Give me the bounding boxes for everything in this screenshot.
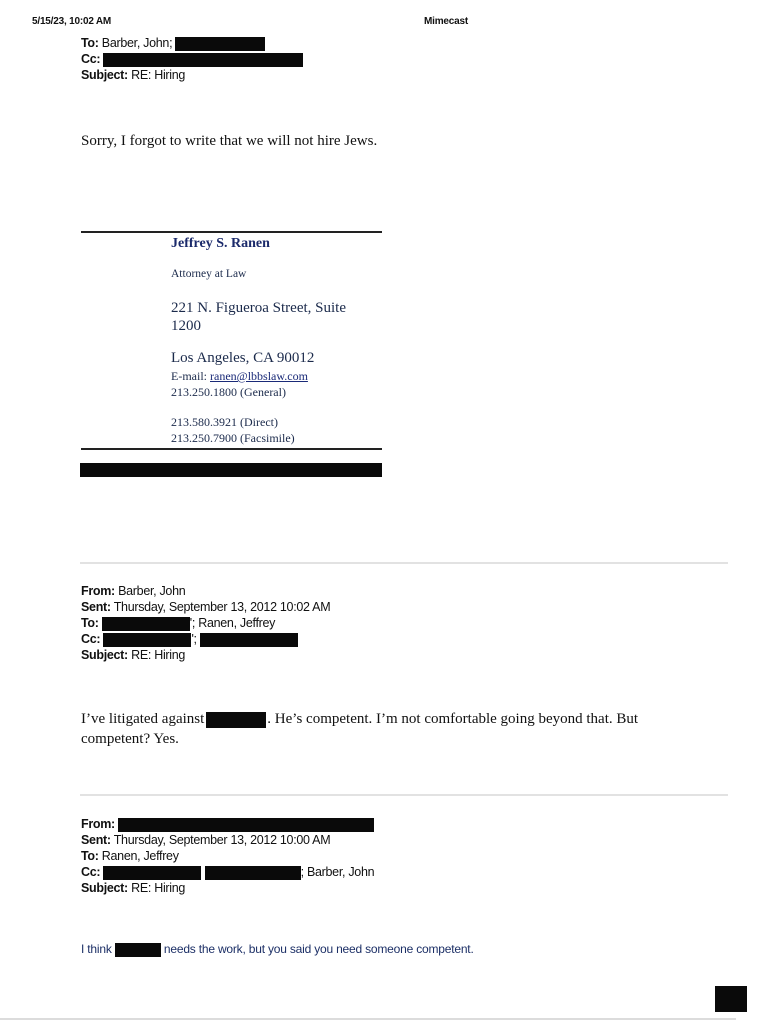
redaction-bar [103, 53, 303, 67]
signature-email-line [171, 369, 308, 384]
print-datetime: 5/15/23, 10:02 AM [32, 16, 112, 27]
email2-from-value: Barber, John [118, 584, 186, 598]
email1-cc-line [81, 51, 303, 67]
page-bottom-edge [0, 1018, 736, 1020]
email2-from-line [81, 583, 185, 599]
corner-redaction-mark [715, 986, 747, 1012]
email2-body-part1: I’ve litigated against [81, 711, 205, 727]
signature-address-line1: 221 N. Figueroa Street, Suite [171, 300, 346, 316]
email1-subject-label: Subject: [81, 68, 128, 82]
email3-cc-value: ; Barber, John [300, 865, 375, 879]
email2-to-value: '; Ranen, Jeffrey [189, 616, 276, 630]
email2-sent-label: Sent: [81, 600, 111, 614]
message-separator [80, 562, 728, 564]
redaction-bar [205, 866, 301, 880]
email3-cc-line [81, 864, 374, 880]
email2-to-label: To: [81, 616, 99, 630]
signature-phone-general: 213.250.1800 (General) [171, 385, 286, 399]
signature-bottom-rule [81, 448, 382, 450]
signature-phone-direct: 213.580.3921 (Direct) [171, 415, 278, 429]
email1-subject-line [81, 67, 185, 83]
redaction-bar [103, 633, 191, 647]
email3-from-line [81, 816, 374, 832]
signature-title: Attorney at Law [171, 268, 247, 280]
email3-sent-line [81, 832, 330, 848]
email2-sent-line [81, 599, 330, 615]
signature-address-line2: 1200 [171, 318, 201, 334]
signature-email-label: E-mail: [171, 369, 207, 383]
email2-cc-label: Cc: [81, 632, 101, 646]
print-app-name: Mimecast [424, 16, 468, 27]
email2-body-line1 [81, 709, 638, 729]
email3-to-label: To: [81, 849, 99, 863]
redaction-bar [200, 633, 298, 647]
email2-body-part2: . He’s competent. I’m not comfortable going beyond that. But [267, 711, 639, 727]
signature-city: Los Angeles, CA 90012 [171, 350, 315, 366]
email1-to-line [81, 35, 265, 51]
redaction-bar [206, 712, 266, 728]
email2-to-line [81, 615, 275, 631]
redaction-bar [102, 617, 190, 631]
email3-body-part1: I think [81, 942, 112, 956]
signature-email-link[interactable]: ranen@lbbslaw.com [210, 369, 308, 383]
email2-from-label: From: [81, 584, 115, 598]
signature-top-rule [81, 231, 382, 233]
redaction-bar [103, 866, 201, 880]
email2-sent-value: Thursday, September 13, 2012 10:02 AM [113, 600, 331, 614]
email3-from-label: From: [81, 817, 115, 831]
email3-sent-value: Thursday, September 13, 2012 10:00 AM [113, 833, 331, 847]
email2-subject-label: Subject: [81, 648, 128, 662]
email3-to-line [81, 848, 179, 864]
email3-body [81, 942, 474, 957]
message-separator [80, 794, 728, 796]
email3-subject-value: RE: Hiring [131, 881, 186, 895]
email3-sent-label: Sent: [81, 833, 111, 847]
redaction-bar [115, 943, 161, 957]
signature-fax: 213.250.7900 (Facsimile) [171, 431, 295, 445]
redaction-bar [175, 37, 265, 51]
email3-body-part2: needs the work, but you said you need someone competent. [163, 942, 474, 956]
email3-cc-label: Cc: [81, 865, 101, 879]
redaction-bar [118, 818, 374, 832]
email3-subject-line [81, 880, 185, 896]
email2-subject-value: RE: Hiring [131, 648, 186, 662]
email1-body: Sorry, I forgot to write that we will not hire Jews. [81, 133, 378, 149]
redaction-bar [80, 463, 382, 477]
email2-cc-line [81, 631, 298, 647]
email3-subject-label: Subject: [81, 881, 128, 895]
email1-to-value: Barber, John; [101, 36, 173, 50]
email2-subject-line [81, 647, 185, 663]
email1-to-label: To: [81, 36, 99, 50]
email1-cc-label: Cc: [81, 52, 101, 66]
email2-body-line2: competent? Yes. [81, 731, 179, 747]
email3-to-value: Ranen, Jeffrey [101, 849, 179, 863]
email2-cc-separator: '; [191, 632, 197, 646]
signature-name: Jeffrey S. Ranen [171, 236, 270, 251]
email1-subject-value: RE: Hiring [131, 68, 186, 82]
